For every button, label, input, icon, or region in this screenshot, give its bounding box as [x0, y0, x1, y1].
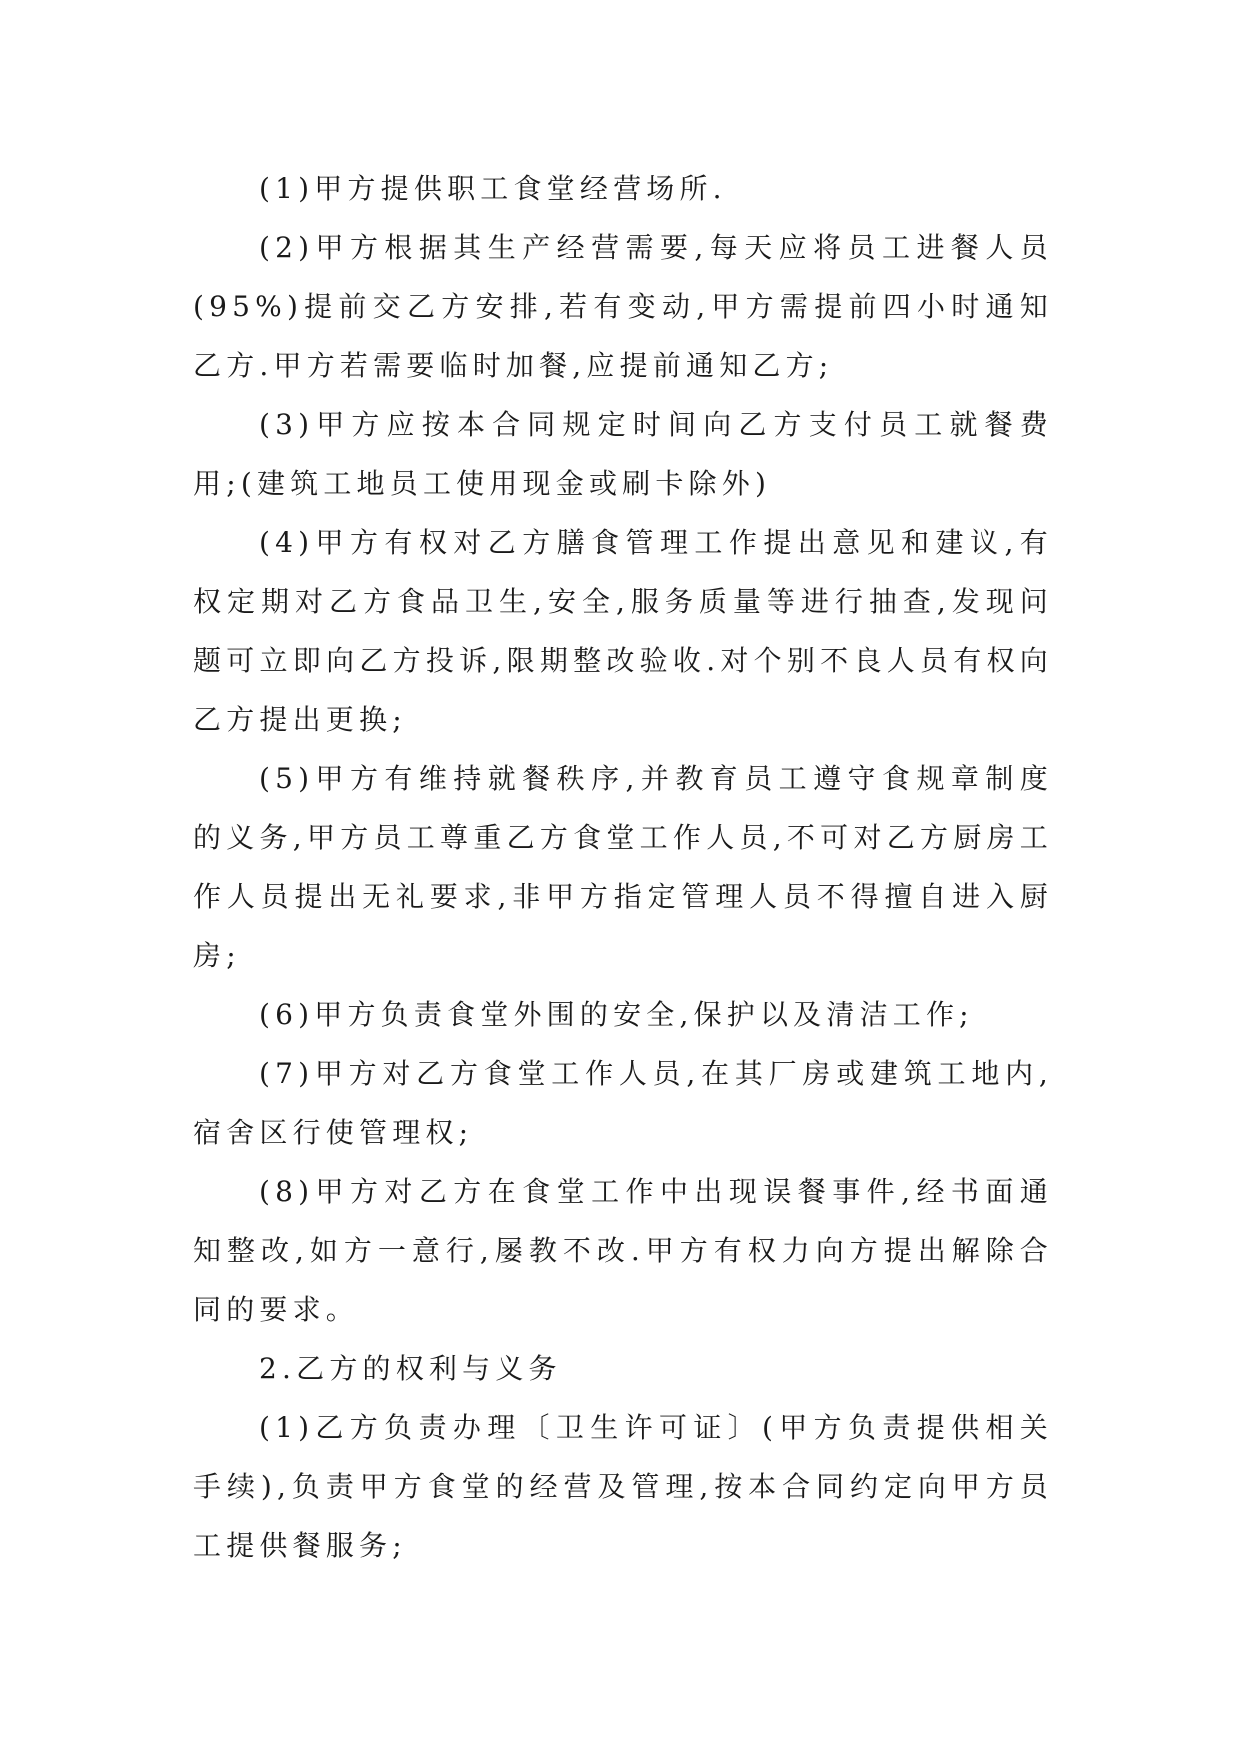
clause-1-3: (3)甲方应按本合同规定时间向乙方支付员工就餐费用;(建筑工地员工使用现金或刷卡除外) — [193, 408, 1053, 500]
clause-1-4: (4)甲方有权对乙方膳食管理工作提出意见和建议,有权定期对乙方食品卫生,安全,服务质量等进行抽查,发现问题可立即向乙方投诉,限期整改验收.对个别不良人员有权向乙方提出更换; — [193, 526, 1053, 736]
clause-1-6: (6)甲方负责食堂外围的安全,保护以及清洁工作; — [259, 998, 974, 1031]
clause-1-5: (5)甲方有维持就餐秩序,并教育员工遵守食规章制度的义务,甲方员工尊重乙方食堂工作人员,不可对乙方厨房工作人员提出无礼要求,非甲方指定管理人员不得擅自进入厨房; — [193, 762, 1053, 972]
clause-2-1: (1)乙方负责办理〔卫生许可证〕(甲方负责提供相关手续),负责甲方食堂的经营及管理,按本合同约定向甲方员工提供餐服务; — [193, 1411, 1053, 1562]
clause-1-7: (7)甲方对乙方食堂工作人员,在其厂房或建筑工地内,宿舍区行使管理权; — [193, 1057, 1053, 1149]
clause-1-8: (8)甲方对乙方在食堂工作中出现误餐事件,经书面通知整改,如方一意行,屡教不改.甲方有权力向方提出解除合同的要求。 — [193, 1175, 1053, 1326]
clause-1-2: (2)甲方根据其生产经营需要,每天应将员工进餐人员(95%)提前交乙方安排,若有变动,甲方需提前四小时通知乙方.甲方若需要临时加餐,应提前通知乙方; — [193, 231, 1053, 382]
document-body — [193, 159, 1053, 1575]
clause-1-1: (1)甲方提供职工食堂经营场所. — [259, 172, 727, 205]
section-heading-2: 2.乙方的权利与义务 — [259, 1352, 562, 1385]
